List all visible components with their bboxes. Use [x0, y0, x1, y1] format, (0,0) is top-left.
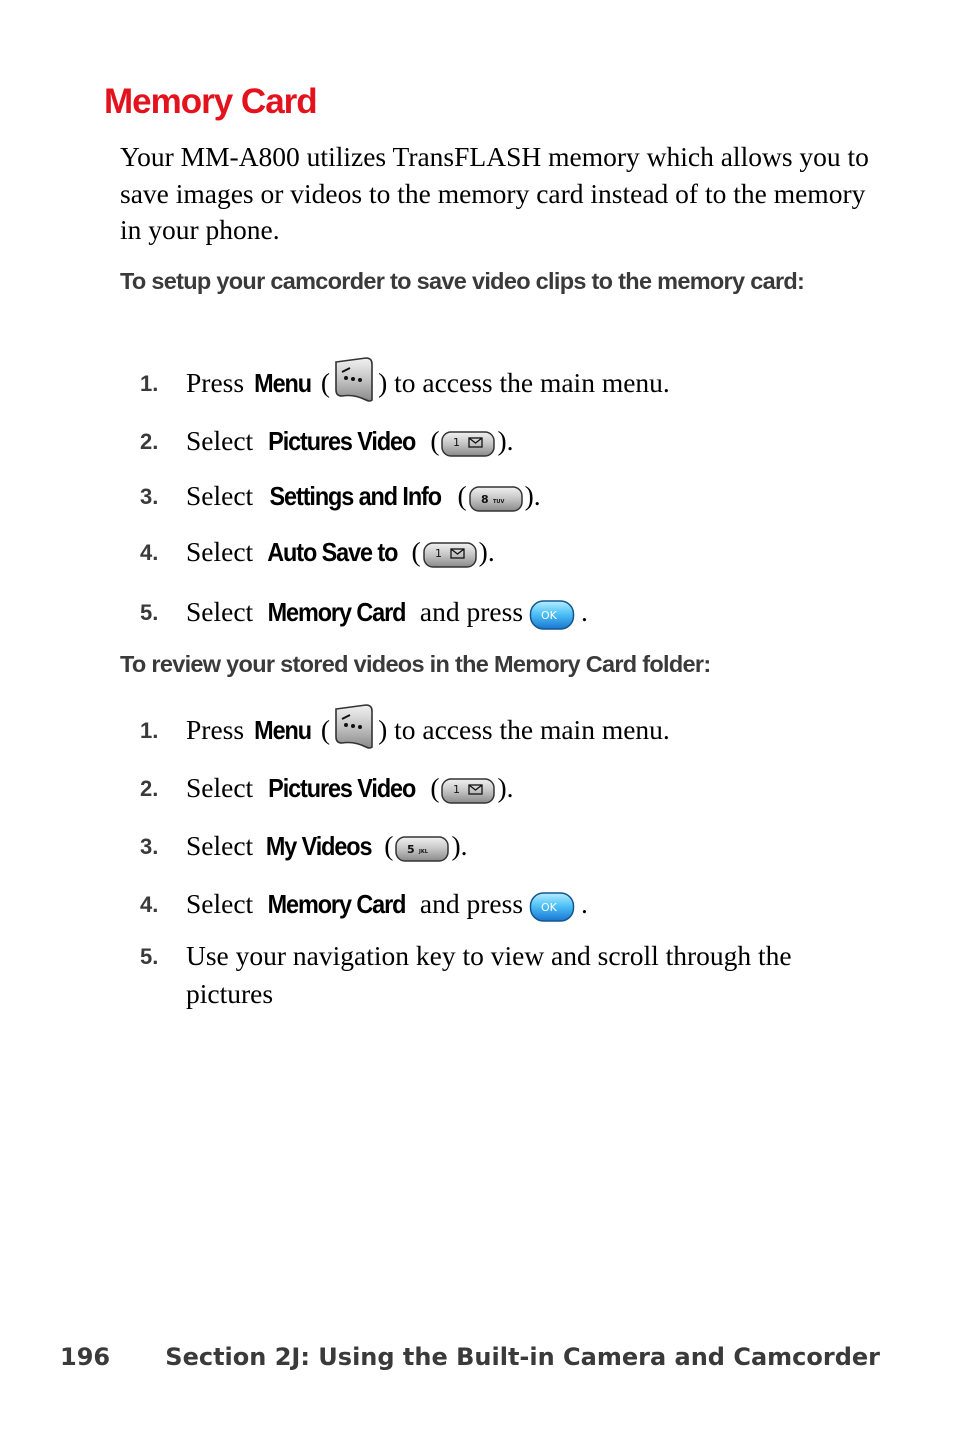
svg-text:1: 1 [453, 782, 461, 796]
page-number: 196 [60, 1343, 111, 1371]
menu-item-label: My Videos [265, 831, 372, 861]
step-number: 3. [140, 834, 159, 859]
step-text: Select Pictures Video ( 1 ). [186, 768, 514, 808]
svg-text:JKL: JKL [419, 848, 429, 855]
svg-text:1: 1 [434, 546, 442, 560]
svg-text:TUV: TUV [492, 498, 504, 505]
setup-step-5 [0, 592, 954, 632]
review-step-4 [0, 884, 954, 924]
step-number: 4. [140, 892, 159, 917]
key-1-icon [441, 778, 495, 804]
menu-key-icon [332, 356, 376, 404]
step-number: 2. [140, 776, 159, 801]
setup-step-3 [0, 476, 954, 516]
menu-item-label: Menu [254, 715, 311, 745]
section-title: Section 2J: Using the Built-in Camera and Camcorder [165, 1343, 880, 1371]
menu-key-icon [332, 703, 376, 751]
step-number: 5. [140, 600, 159, 625]
step-text: Select Auto Save to ( 1 ). [186, 532, 495, 572]
step-text: Select My Videos ( 5 JKL ). [186, 826, 468, 866]
menu-item-label: Auto Save to [267, 537, 398, 567]
intro-paragraph: Your MM-A800 utilizes TransFLASH memory which allows you to save images or videos to the memory card instead of to the memory in your phone. [120, 141, 869, 245]
review-subheading: To review your stored videos in the Memory Card folder: [120, 651, 711, 677]
key-5-icon [395, 836, 449, 862]
review-step-1 [0, 710, 954, 750]
setup-step-1 [0, 363, 954, 403]
svg-text:OK: OK [541, 900, 557, 914]
key-1-icon [441, 431, 495, 457]
ok-key-icon [529, 599, 575, 631]
step-text: Press Menu ( ) to access the main menu. [186, 710, 670, 751]
svg-text:1: 1 [453, 435, 461, 449]
menu-item-label: Memory Card [267, 889, 406, 919]
svg-text:5: 5 [407, 842, 416, 856]
menu-item-label: Memory Card [267, 597, 406, 627]
key-8-icon [469, 486, 523, 512]
svg-text:8: 8 [480, 492, 489, 506]
key-1-icon [423, 542, 477, 568]
ok-key-icon [529, 891, 575, 923]
step-number: 2. [140, 429, 159, 454]
menu-item-label: Menu [254, 368, 311, 398]
menu-item-label: Settings and Info [269, 481, 442, 511]
step-number: 5. [140, 944, 159, 969]
menu-item-label: Pictures Video [268, 426, 416, 456]
step-text: Press Menu ( ) to access the main menu. [186, 363, 670, 404]
step-number: 3. [140, 484, 159, 509]
menu-item-label: Pictures Video [268, 773, 416, 803]
step-number: 4. [140, 540, 159, 565]
step-text: Use your navigation key to view and scroll through the pictures [186, 940, 792, 1009]
page-footer [60, 1343, 880, 1379]
setup-subheading: To setup your camcorder to save video clips to the memory card: [120, 268, 805, 294]
review-step-2 [0, 768, 954, 808]
step-number: 1. [140, 371, 159, 396]
page-title: Memory Card [104, 82, 317, 121]
svg-text:OK: OK [541, 608, 557, 622]
step-text: Select Memory Card and press OK . [186, 884, 588, 924]
step-text: Select Settings and Info ( 8 TUV ). [186, 476, 541, 516]
setup-step-2 [0, 421, 954, 461]
review-step-3 [0, 826, 954, 866]
setup-step-4 [0, 532, 954, 572]
step-number: 1. [140, 718, 159, 743]
step-text: Select Memory Card and press OK . [186, 592, 588, 632]
step-text: Select Pictures Video ( 1 ). [186, 421, 514, 461]
